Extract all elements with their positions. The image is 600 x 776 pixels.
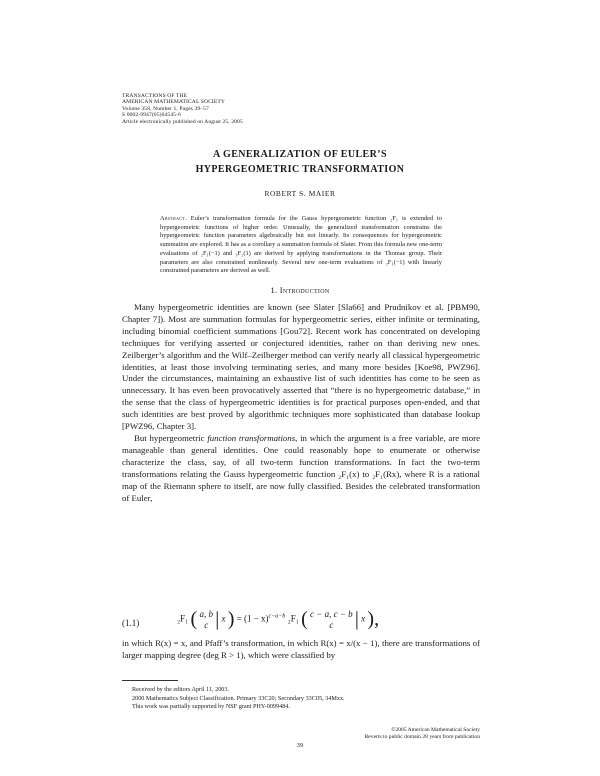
- footnote-nsf: This work was partially supported by NSF grant PHY-0099484.: [132, 703, 290, 710]
- equation-middle: = (1 − x): [236, 613, 269, 624]
- rhs-argument: x: [361, 613, 366, 624]
- footnote-received: Received by the editors April 11, 2003.: [132, 686, 230, 693]
- lhs-bottom-params: c: [204, 619, 209, 630]
- left-paren: (: [190, 608, 198, 630]
- lhs-top-params: a, b: [199, 608, 213, 619]
- paragraph-2-start: But hypergeometric: [134, 432, 208, 443]
- title-line-1: A GENERALIZATION OF EULER’S: [213, 149, 387, 160]
- left-paren: (: [301, 608, 308, 630]
- section-title: Introduction: [279, 286, 330, 295]
- lhs-argument: x: [221, 613, 226, 624]
- equation-1-1: [122, 608, 480, 640]
- journal-line: TRANSACTIONS OF THE: [122, 93, 188, 99]
- journal-line: Article electronically published on August 25, 2005: [122, 118, 243, 125]
- journal-line: S 0002-9947(05)04545-6: [122, 112, 181, 119]
- paragraph-3: in which R(x) = x, and Pfaff’s transformation, in which R(x) = x/(x − 1), there are transformations of larger mapping degree (deg R > 1), which were classified by: [122, 638, 480, 660]
- journal-line: Volume 358, Number 1, Pages 39–57: [122, 105, 209, 112]
- journal-header: [122, 93, 243, 125]
- section-heading: [130, 286, 470, 295]
- paragraph-2: [122, 433, 480, 504]
- abstract: [160, 215, 442, 276]
- abstract-label: Abstract.: [160, 215, 187, 222]
- body-text: [122, 302, 480, 504]
- copyright-line-2: Reverts to public domain 28 years from publication: [364, 733, 480, 740]
- copyright-line-1: ©2005 American Mathematical Society: [391, 727, 480, 733]
- footnote-rule: [122, 680, 178, 681]
- journal-line: AMERICAN MATHEMATICAL SOCIETY: [122, 99, 226, 106]
- rhs-top-params: c − a, c − b: [310, 608, 353, 619]
- equation-formula: [177, 608, 379, 631]
- rhs-bottom-params: c: [329, 619, 334, 630]
- section-number: 1.: [270, 286, 278, 295]
- equation-number: (1.1): [122, 618, 140, 628]
- right-paren: ): [227, 608, 235, 630]
- footnotes: [122, 686, 480, 712]
- rhs-parameters: [310, 609, 353, 631]
- paragraph-2-end: , in which the argument is a free variable, are more manageable than general identities. One could reasonably hope to enumerate or otherwise characterize the class, say, of all two-term function transformations. In fact the two-term transformations relating the Gauss hypergeometric function ₂F₁(x) to ₂F₁(Rx), where R is a rational map of the Riemann sphere to itself, are now fully classified. Besides the celebrated transformation of Euler,: [122, 432, 481, 503]
- footnote-msc: 2000 Mathematics Subject Classification. Primary 33C20; Secondary 33C05, 34Mxx.: [132, 694, 345, 702]
- separator-bar: |: [215, 608, 220, 630]
- lhs-function: ₂F₁: [177, 613, 189, 624]
- copyright-notice: [365, 727, 480, 740]
- equation-exponent: c−a−b: [268, 613, 286, 620]
- author-name: ROBERT S. MAIER: [264, 189, 336, 198]
- separator-bar: |: [354, 608, 359, 630]
- paragraph-2-emphasis: function transformations: [207, 432, 296, 443]
- lhs-parameters: [199, 609, 213, 631]
- title-line-2: HYPERGEOMETRIC TRANSFORMATION: [195, 164, 405, 175]
- right-paren-end: ),: [367, 608, 380, 630]
- paragraph-1: Many hypergeometric identities are known (see Slater [Sla66] and Prudnikov et al. [PBM90, Chapter 7]). Most are summation formulas for hypergeometric series, either infinite or terminating, including binomial coefficient summations [Gou72]. Recent work has concentrated on developing techniques for verifying asserted or conjectured identities, rather on than deriving new ones. Zeilberger’s algorithm and the Wilf–Zeilberger method can verify nearly all classical hypergeometric identities, at least those involving terminating series, and many more besides [Koe98, PWZ96]. Under the circumstances, maintaining an exhaustive list of such identities has come to be seen as unnecessary. It has even been provocatively asserted that “there is no hypergeometric database,” in the sense that the class of hypergeometric identities is for practical purposes open-ended, and that such identities are best proved by algorithmic techniques more sophisticated than database lookup [PWZ96, Chapter 3].: [122, 302, 480, 432]
- rhs-function: ₂F₁: [287, 613, 299, 624]
- paper-title: [130, 147, 470, 177]
- page-number: 39: [296, 742, 304, 749]
- abstract-text: Euler’s transformation formula for the Gauss hypergeometric function ₂F₁ is extended to hypergeometric functions of higher order. Unusually, the generalized transformation constrains the hypergeometric function parameters algebraically but not linearly. Its consequences for hypergeometric summation are explored. It has as a corollary a summation formula of Slater. From this formula new one-term evaluations of ₂F₁(−1) and ₃F₂(1) are derived by applying transformations in the Thomae group. Their parameters are also constrained nonlinearly. Several new one-term evaluations of ₂F₁(−1) with linearly constrained parameters are derived as well.: [160, 215, 442, 275]
